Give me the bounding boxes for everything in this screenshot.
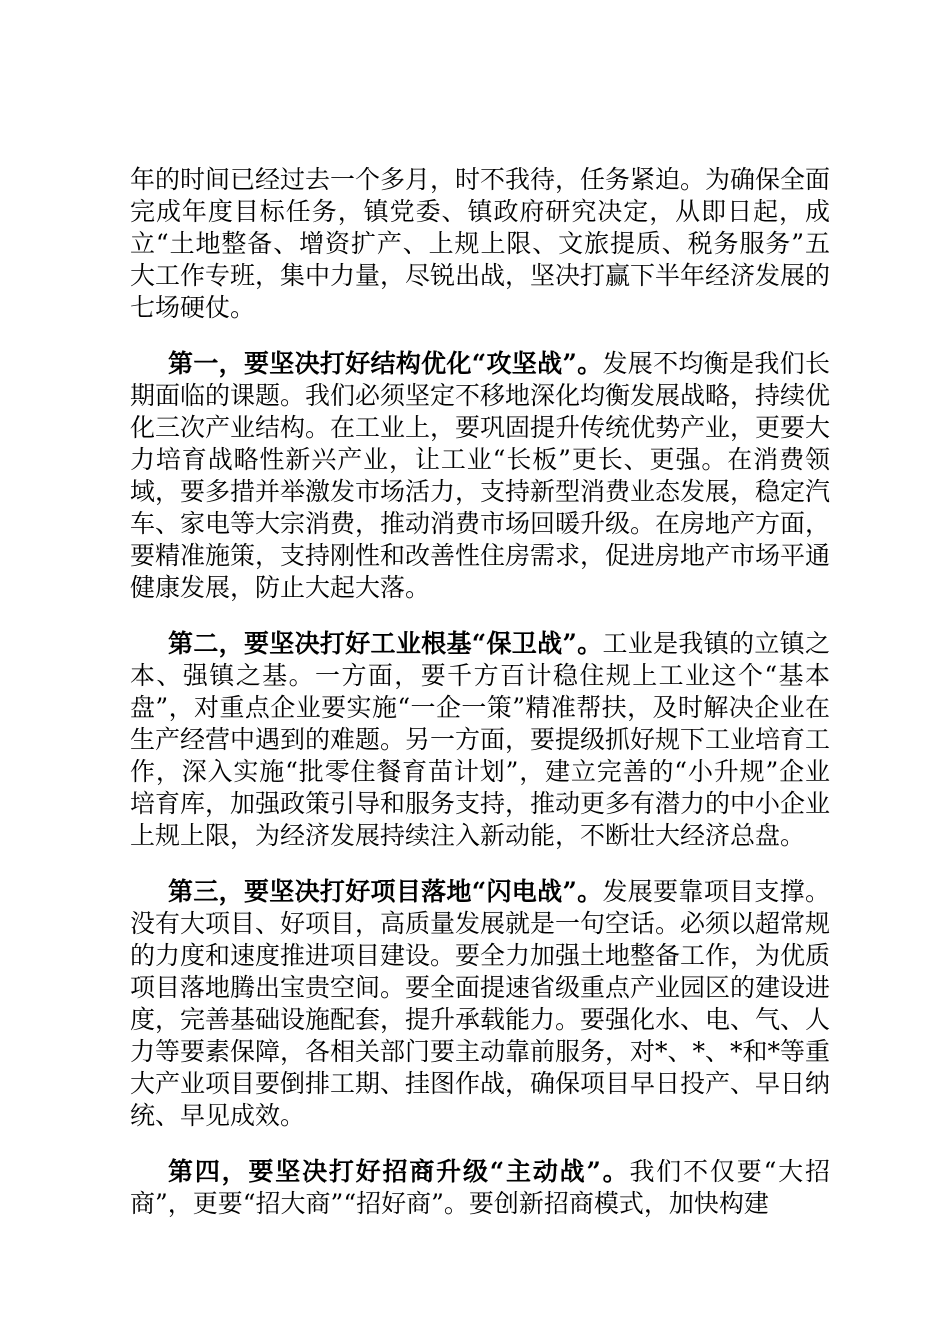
document-body: [130, 164, 830, 1244]
section-paragraph-4: [130, 1156, 830, 1220]
section-body-3: 发展要靠项目支撑。没有大项目、好项目，高质量发展就是一句空话。必须以超常规的力度和速度推进项目建设。要全力加强土地整备工作，为优质项目落地腾出宝贵空间。要全面提速省级重点产业园区的建设进度，完善基础设施配套，提升承载能力。要强化水、电、气、人力等要素保障，各相关部门要主动靠前服务，对*、*、*和*等重大产业项目要倒排工期、挂图作战，确保项目早日投产、早日纳统、早见成效。: [130, 877, 831, 1130]
section-heading-1: 第一，要坚决打好结构优化“攻坚战”。: [168, 349, 603, 378]
section-heading-4: 第四，要坚决打好招商升级“主动战”。: [168, 1157, 630, 1186]
section-heading-3: 第三，要坚决打好项目落地“闪电战”。: [168, 877, 603, 906]
section-body-1: 发展不均衡是我们长期面临的课题。我们必须坚定不移地深化均衡发展战略，持续优化三次产业结构。在工业上，要巩固提升传统优势产业，更要大力培育战略性新兴产业，让工业“长板”更长、更强。在消费领域，要多措并举激发市场活力，支持新型消费业态发展，稳定汽车、家电等大宗消费，推动消费市场回暖升级。在房地产方面，要精准施策，支持刚性和改善性住房需求，促进房地产市场平通健康发展，防止大起大落。: [130, 349, 831, 602]
section-heading-2: 第二，要坚决打好工业根基“保卫战”。: [168, 629, 603, 658]
section-body-4: 我们不仅要“大招商”，更要“招大商”“招好商”。要创新招商模式，加快构建: [130, 1157, 830, 1218]
section-paragraph-3: [130, 876, 830, 1132]
section-paragraph-2: [130, 628, 830, 852]
section-paragraph-1: [130, 348, 830, 604]
section-body-2: 工业是我镇的立镇之本、强镇之基。一方面，要千方百计稳住规上工业这个“基本盘”，对重点企业要实施“一企一策”精准帮扶，及时解决企业在生产经营中遇到的难题。另一方面，要提级抓好规下工业培育工作，深入实施“批零住餐育苗计划”，建立完善的“小升规”企业培育库，加强政策引导和服务支持，推动更多有潜力的中小企业上规上限，为经济发展持续注入新动能，不断壮大经济总盘。: [130, 629, 831, 850]
intro-paragraph: 年的时间已经过去一个多月，时不我待，任务紧迫。为确保全面完成年度目标任务，镇党委、镇政府研究决定，从即日起，成立“土地整备、增资扩产、上规上限、文旅提质、税务服务”五大工作专班，集中力量，尽锐出战，坚决打赢下半年经济发展的七场硬仗。: [130, 165, 831, 322]
